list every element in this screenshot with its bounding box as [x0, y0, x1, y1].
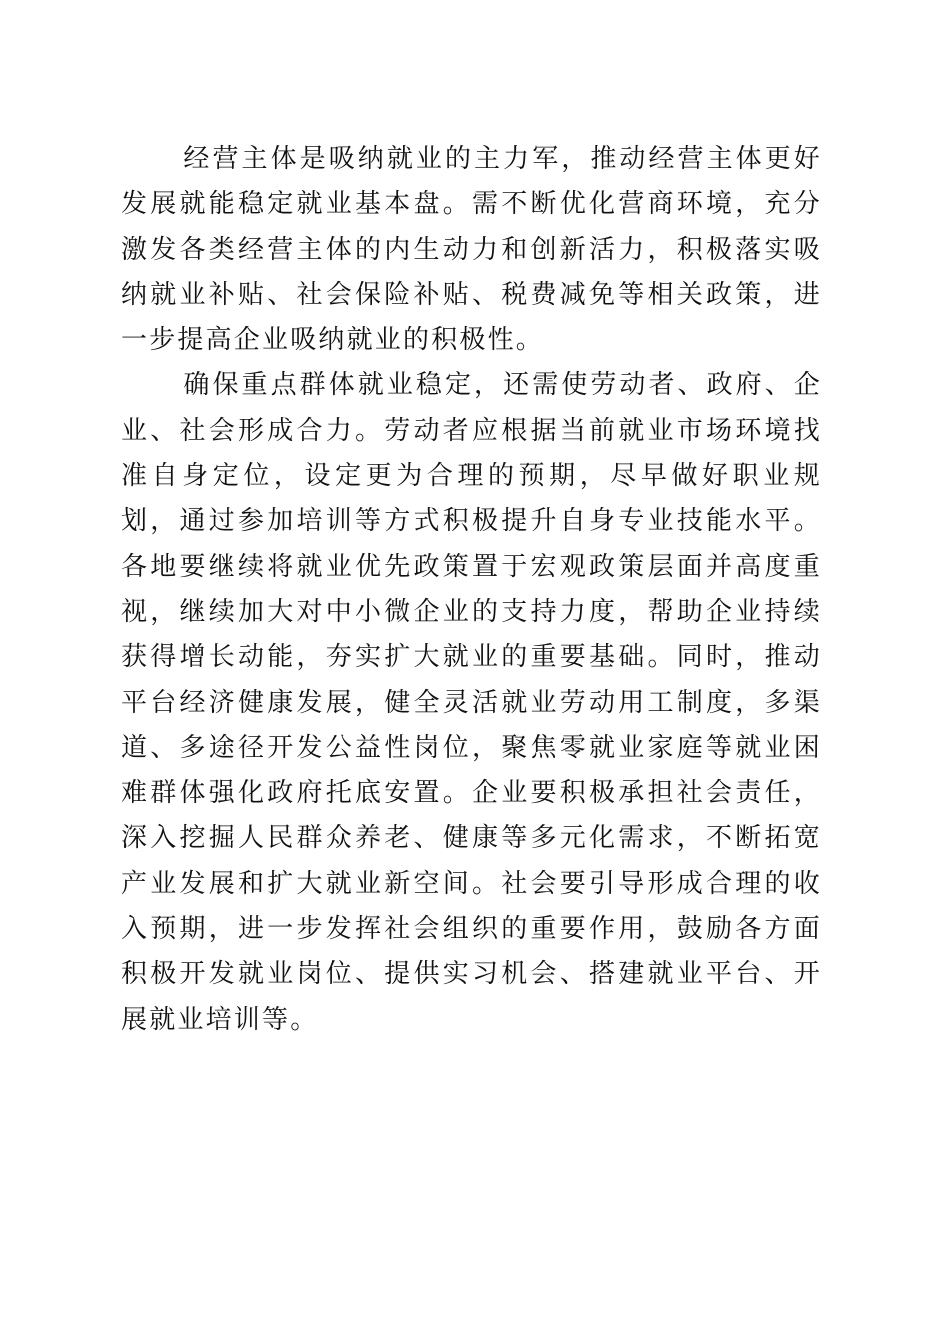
- paragraph-key-groups-employment: 确保重点群体就业稳定，还需使劳动者、政府、企业、社会形成合力。劳动者应根据当前就业市场环境找准自身定位，设定更为合理的预期，尽早做好职业规划，通过参加培训等方式积极提升自身专业技能水平。各地要继续将就业优先政策置于宏观政策层面并高度重视，继续加大对中小微企业的支持力度，帮助企业持续获得增长动能，夯实扩大就业的重要基础。同时，推动平台经济健康发展，健全灵活就业劳动用工制度，多渠道、多途径开发公益性岗位，聚焦零就业家庭等就业困难群体强化政府托底安置。企业要积极承担社会责任，深入挖掘人民群众养老、健康等多元化需求，不断拓宽产业发展和扩大就业新空间。社会要引导形成合理的收入预期，进一步发挥社会组织的重要作用，鼓励各方面积极开发就业岗位、提供实习机会、搭建就业平台、开展就业培训等。: [121, 370, 822, 1035]
- document-body: [121, 137, 822, 1043]
- paragraph-business-entities: 经营主体是吸纳就业的主力军，推动经营主体更好发展就能稳定就业基本盘。需不断优化营商环境，充分激发各类经营主体的内生动力和创新活力，积极落实吸纳就业补贴、社会保险补贴、税费减免等相关政策，进一步提高企业吸纳就业的积极性。: [121, 144, 822, 356]
